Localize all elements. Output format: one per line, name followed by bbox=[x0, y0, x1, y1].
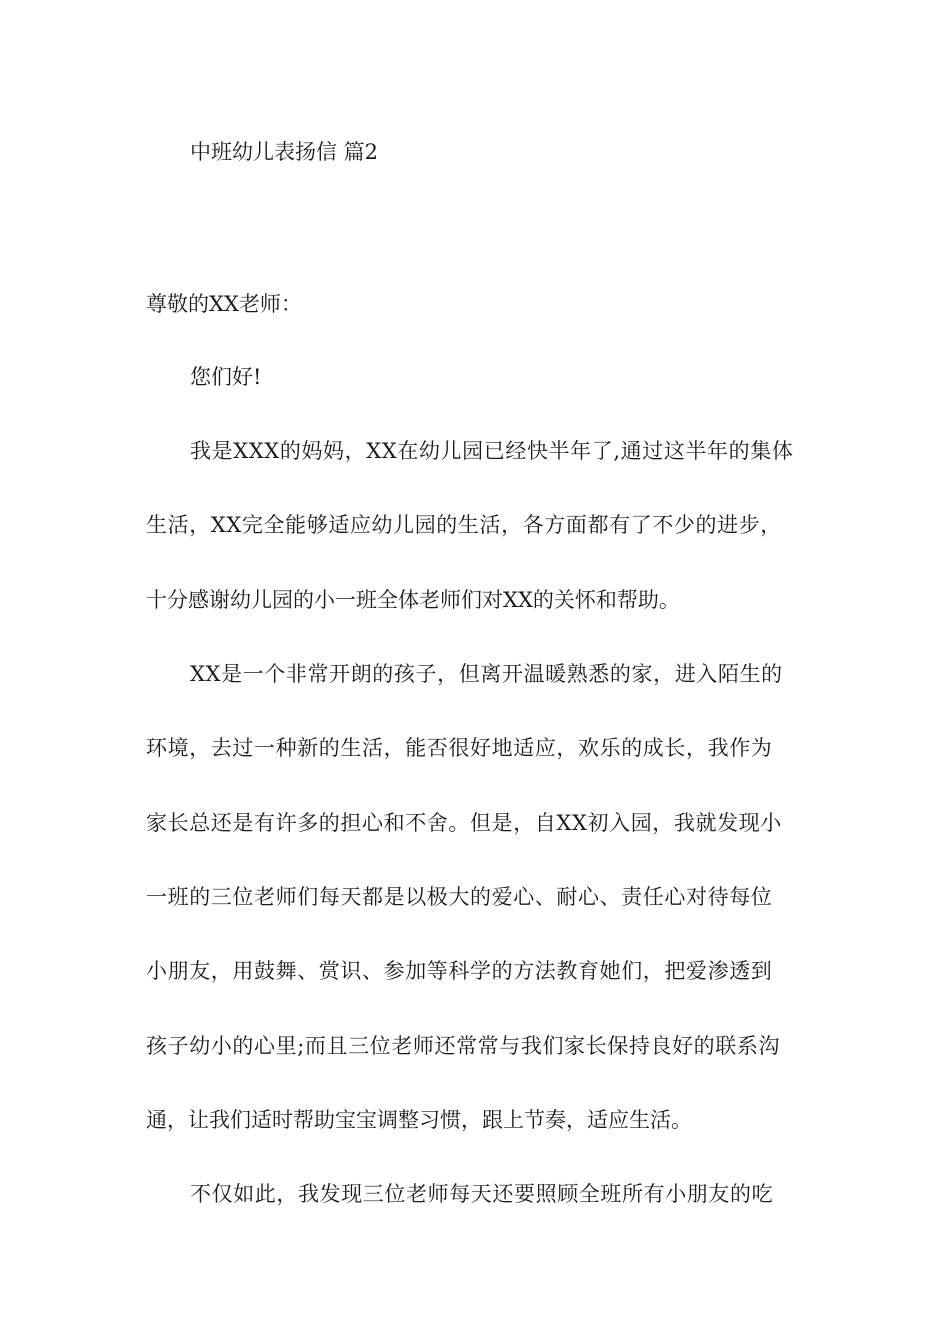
paragraph-line: 一班的三位老师们每天都是以极大的爱心、耐心、责任心对待每位 bbox=[146, 885, 773, 909]
paragraph-line: 生活，XX完全能够适应幼儿园的生活，各方面都有了不少的进步， bbox=[146, 513, 782, 537]
document-title: 中班幼儿表扬信 篇2 bbox=[190, 140, 379, 164]
paragraph-line: XX是一个非常开朗的孩子，但离开温暖熟悉的家，进入陌生的 bbox=[190, 662, 783, 686]
paragraph-line: 我是XXX的妈妈，XX在幼儿园已经快半年了,通过这半年的集体 bbox=[190, 439, 794, 463]
salutation: 尊敬的XX老师： bbox=[146, 292, 302, 316]
greeting: 您们好! bbox=[190, 365, 262, 389]
paragraph-line: 环境，去过一种新的生活，能否很好地适应，欢乐的成长，我作为 bbox=[146, 736, 773, 760]
paragraph-line: 十分感谢幼儿园的小一班全体老师们对XX的关怀和帮助。 bbox=[146, 588, 680, 612]
paragraph-line: 通，让我们适时帮助宝宝调整习惯，跟上节奏，适应生活。 bbox=[146, 1108, 692, 1132]
paragraph-line: 家长总还是有许多的担心和不舍。但是，自XX初入园，我就发现小 bbox=[146, 811, 782, 835]
paragraph-line: 小朋友，用鼓舞、赏识、参加等科学的方法教育她们，把爱渗透到 bbox=[146, 959, 773, 983]
paragraph-line: 孩子幼小的心里;而且三位老师还常常与我们家长保持良好的联系沟 bbox=[146, 1034, 781, 1058]
paragraph-line: 不仅如此，我发现三位老师每天还要照顾全班所有小朋友的吃 bbox=[190, 1182, 774, 1206]
